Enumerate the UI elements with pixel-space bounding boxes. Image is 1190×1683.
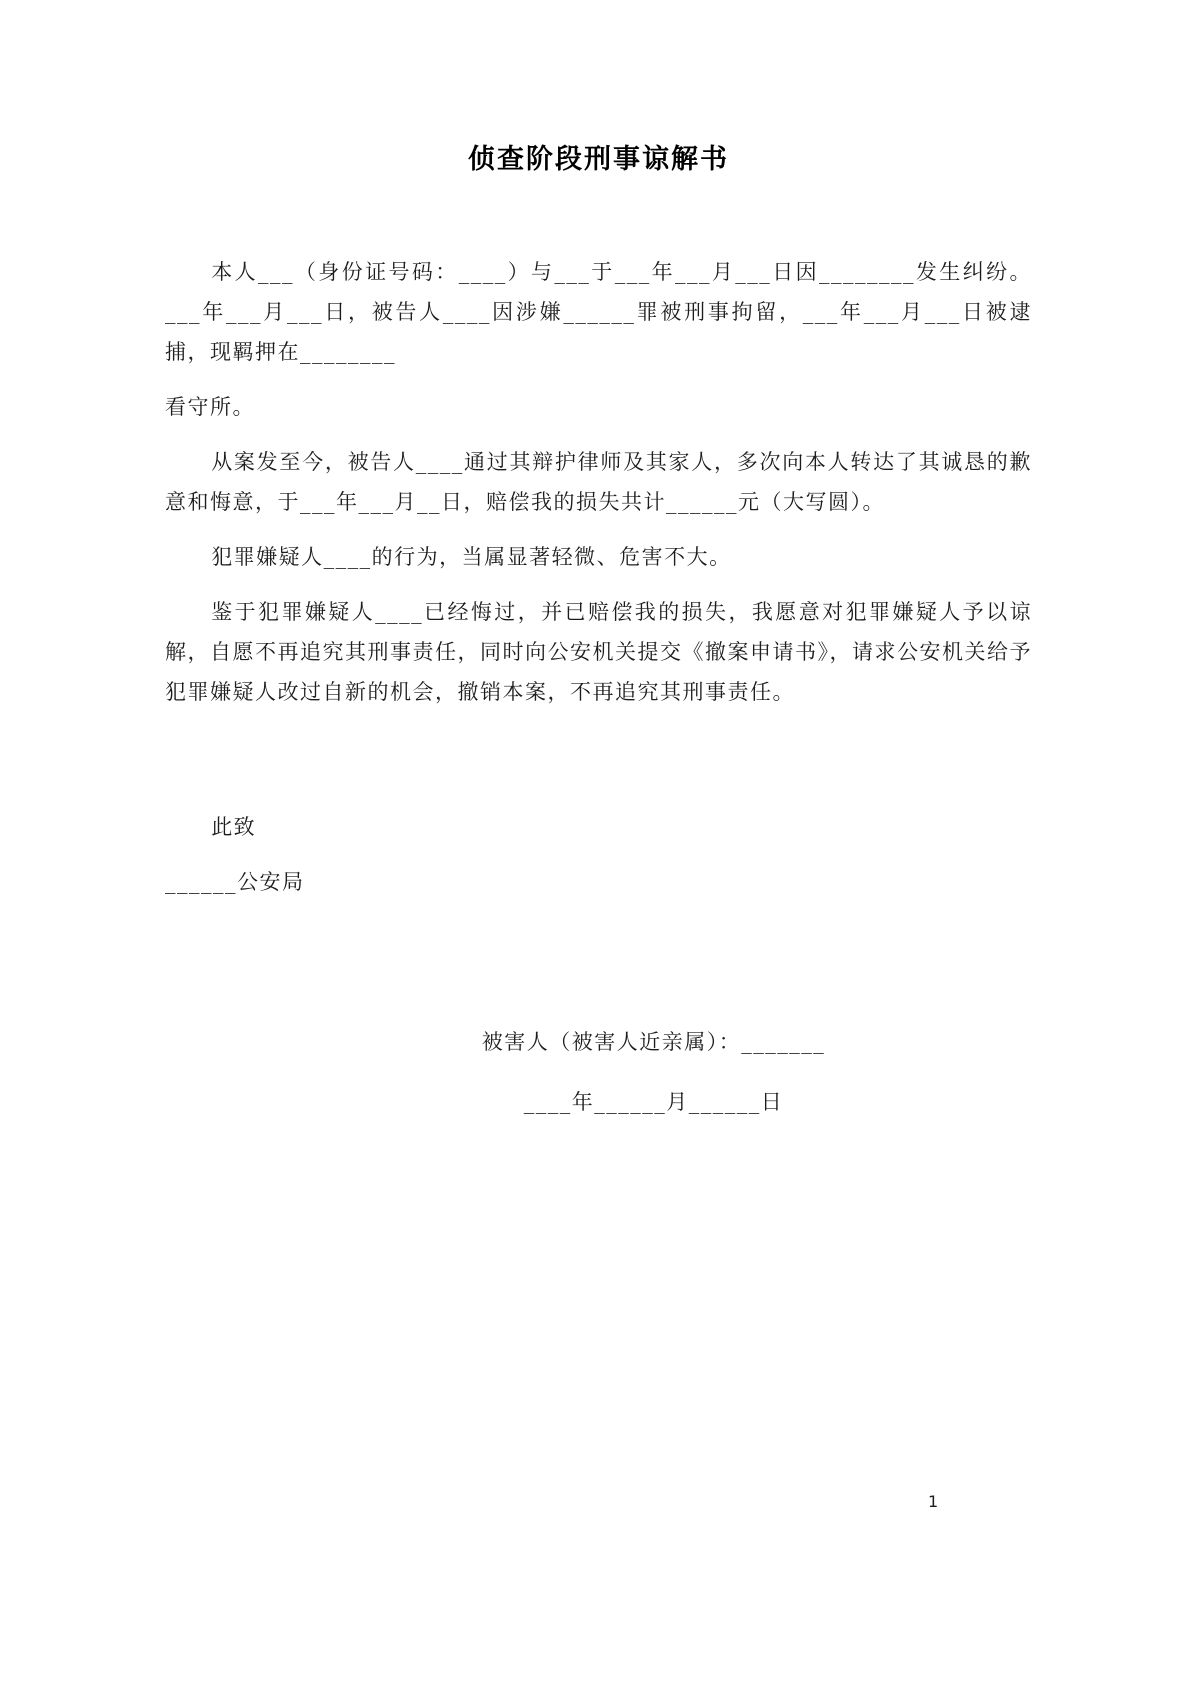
document-title-text: 侦查阶段刑事谅解书 — [468, 144, 729, 175]
paragraph-detention-place: 看守所。 — [165, 395, 255, 419]
paragraph-forgiveness: 鉴于犯罪嫌疑人____已经悔过，并已赔偿我的损失，我愿意对犯罪嫌疑人予以谅解，自愿不再追究其刑事责任，同时向公安机关提交《撤案申请书》，请求公安机关给予犯罪嫌疑人改过自新的机会，撤销本案，不再追究其刑事责任。 — [165, 600, 1032, 704]
signature-signer-line: 被害人（被害人近亲属）：_______ — [481, 1030, 826, 1054]
signature-block — [275, 1022, 1032, 1122]
closing-addressee: ______公安局 — [165, 870, 305, 894]
page-number: 1 — [928, 1492, 939, 1511]
document-title — [165, 140, 1032, 180]
paragraph-intro: 本人___（身份证号码：____）与___于___年___月___日因________发生纠纷。___年___月___日，被告人____因涉嫌______罪被刑事拘留，___年___月___日被逮捕，现羁押在________ — [165, 260, 1032, 364]
paragraph-conduct: 犯罪嫌疑人____的行为，当属显著轻微、危害不大。 — [211, 545, 732, 569]
closing-salutation: 此致 — [211, 815, 257, 839]
signature-date-line: ____年______月______日 — [523, 1090, 784, 1114]
paragraph-apology: 从案发至今，被告人____通过其辩护律师及其家人，多次向本人转达了其诚恳的歉意和悔意，于___年___月__日，赔偿我的损失共计______元（大写圆）。 — [165, 450, 1032, 514]
